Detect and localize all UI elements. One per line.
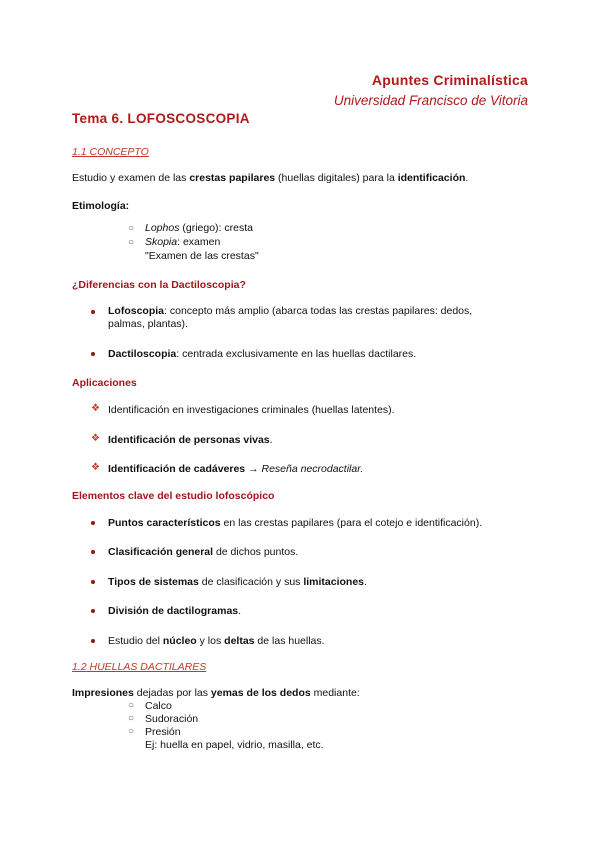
diferencia-bold: Lofoscopia	[108, 305, 165, 317]
diamond-bullet-icon: ❖	[91, 403, 100, 414]
arrow-text: →	[245, 463, 262, 475]
huellas-bold-impresiones: Impresiones	[72, 687, 134, 699]
elemento-item	[108, 635, 325, 647]
elemento-bold: Clasificación general	[108, 546, 214, 558]
elemento-rest: .	[238, 605, 242, 617]
etimologia-rest: : examen	[177, 236, 221, 248]
elemento-post: de las huellas.	[254, 635, 325, 647]
diferencia-item	[108, 348, 416, 360]
header-subtitle: Universidad Francisco de Vitoria	[333, 93, 528, 108]
aplicaciones-heading: Aplicaciones	[72, 377, 137, 389]
elemento-bold: Tipos de sistemas	[108, 576, 199, 588]
circle-bullet-icon: ○	[128, 223, 135, 234]
header-title: Apuntes Criminalística	[371, 72, 528, 88]
tema-title: Tema 6. LOFOSCOSCOPIA	[72, 111, 250, 126]
elemento-rest: de clasificación y sus	[198, 576, 304, 588]
diamond-bullet-icon: ❖	[91, 433, 100, 444]
concepto-paragraph	[72, 172, 468, 184]
circle-bullet-icon: ○	[128, 713, 135, 724]
etimologia-label: Etimología:	[72, 200, 130, 212]
huellas-bold-yemas: yemas de los dedos	[210, 687, 311, 699]
aplicacion-item: Identificación en investigaciones criminales (huellas latentes).	[108, 404, 395, 416]
elemento-bold: Puntos característicos	[108, 517, 221, 529]
huellas-text-b: dejadas por las	[133, 687, 211, 699]
intro-bold-crestas: crestas papilares	[189, 172, 276, 184]
diferencias-heading: ¿Diferencias con la Dactiloscopia?	[72, 279, 246, 291]
aplicacion-bold: Identificación de cadáveres	[108, 463, 246, 475]
elemento-pre: Estudio del	[108, 635, 163, 647]
elemento-post: .	[364, 576, 367, 588]
etimologia-item-text	[145, 236, 220, 248]
aplicacion-item	[108, 463, 363, 475]
aplicacion-bold: Identificación de personas vivas	[108, 434, 270, 446]
elemento-item	[108, 576, 367, 588]
huellas-example: Ej: huella en papel, vidrio, masilla, etc.	[145, 739, 324, 751]
circle-bullet-icon: ○	[128, 726, 135, 737]
elemento-bold2: deltas	[224, 635, 255, 647]
elemento-item	[108, 546, 298, 558]
elemento-rest: de dichos puntos.	[213, 546, 299, 558]
etimologia-term: Lophos	[145, 222, 180, 234]
etimologia-rest: (griego): cresta	[179, 222, 253, 234]
circle-bullet-icon: ○	[128, 237, 135, 248]
huellas-item: Sudoración	[145, 713, 199, 725]
etimologia-quote: "Examen de las crestas"	[145, 250, 259, 262]
etimologia-term: Skopia	[145, 236, 178, 248]
elemento-bold: División de dactilogramas	[108, 605, 239, 617]
bullet-dot-icon	[91, 310, 95, 314]
etimologia-item-text	[145, 222, 253, 234]
bullet-dot-icon	[91, 550, 95, 554]
bullet-dot-icon	[91, 639, 95, 643]
elemento-item	[108, 517, 482, 529]
aplicacion-italic: Reseña necrodactilar.	[261, 463, 364, 475]
elemento-rest: y los	[196, 635, 225, 647]
etimologia-item	[128, 236, 134, 248]
intro-text-a: Estudio y examen de las	[72, 172, 190, 184]
diferencia-rest: : centrada exclusivamente en las huellas dactilares.	[176, 348, 417, 360]
bullet-dot-icon	[91, 580, 95, 584]
huellas-paragraph	[72, 687, 360, 699]
intro-text-c: (huellas digitales) para la	[275, 172, 398, 184]
section-heading-concepto: 1.1 CONCEPTO	[72, 146, 149, 158]
circle-bullet-icon: ○	[128, 700, 135, 711]
intro-text-e: .	[465, 172, 469, 184]
bullet-dot-icon	[91, 609, 95, 613]
elemento-bold2: limitaciones	[303, 576, 365, 588]
bullet-dot-icon	[91, 352, 95, 356]
elemento-item	[108, 605, 241, 617]
elemento-rest: en las crestas papilares (para el cotejo e identificación).	[220, 517, 483, 529]
diamond-bullet-icon: ❖	[91, 462, 100, 473]
aplicacion-item	[108, 434, 273, 446]
intro-bold-identificacion: identificación	[397, 172, 466, 184]
diferencia-item	[108, 305, 503, 331]
etimologia-item	[128, 222, 134, 234]
diferencia-bold: Dactiloscopia	[108, 348, 177, 360]
bullet-dot-icon	[91, 521, 95, 525]
aplicacion-rest: .	[269, 434, 273, 446]
huellas-text-d: mediante:	[310, 687, 360, 699]
diferencia-rest: : concepto más amplio (abarca todas las crestas papilares: dedos, palmas, plantas).	[108, 305, 473, 330]
section-heading-huellas: 1.2 HUELLAS DACTILARES	[72, 661, 207, 673]
huellas-item: Presión	[145, 726, 181, 738]
elemento-bold: núcleo	[162, 635, 197, 647]
elementos-heading: Elementos clave del estudio lofoscópico	[72, 490, 275, 502]
huellas-item: Calco	[145, 700, 172, 712]
